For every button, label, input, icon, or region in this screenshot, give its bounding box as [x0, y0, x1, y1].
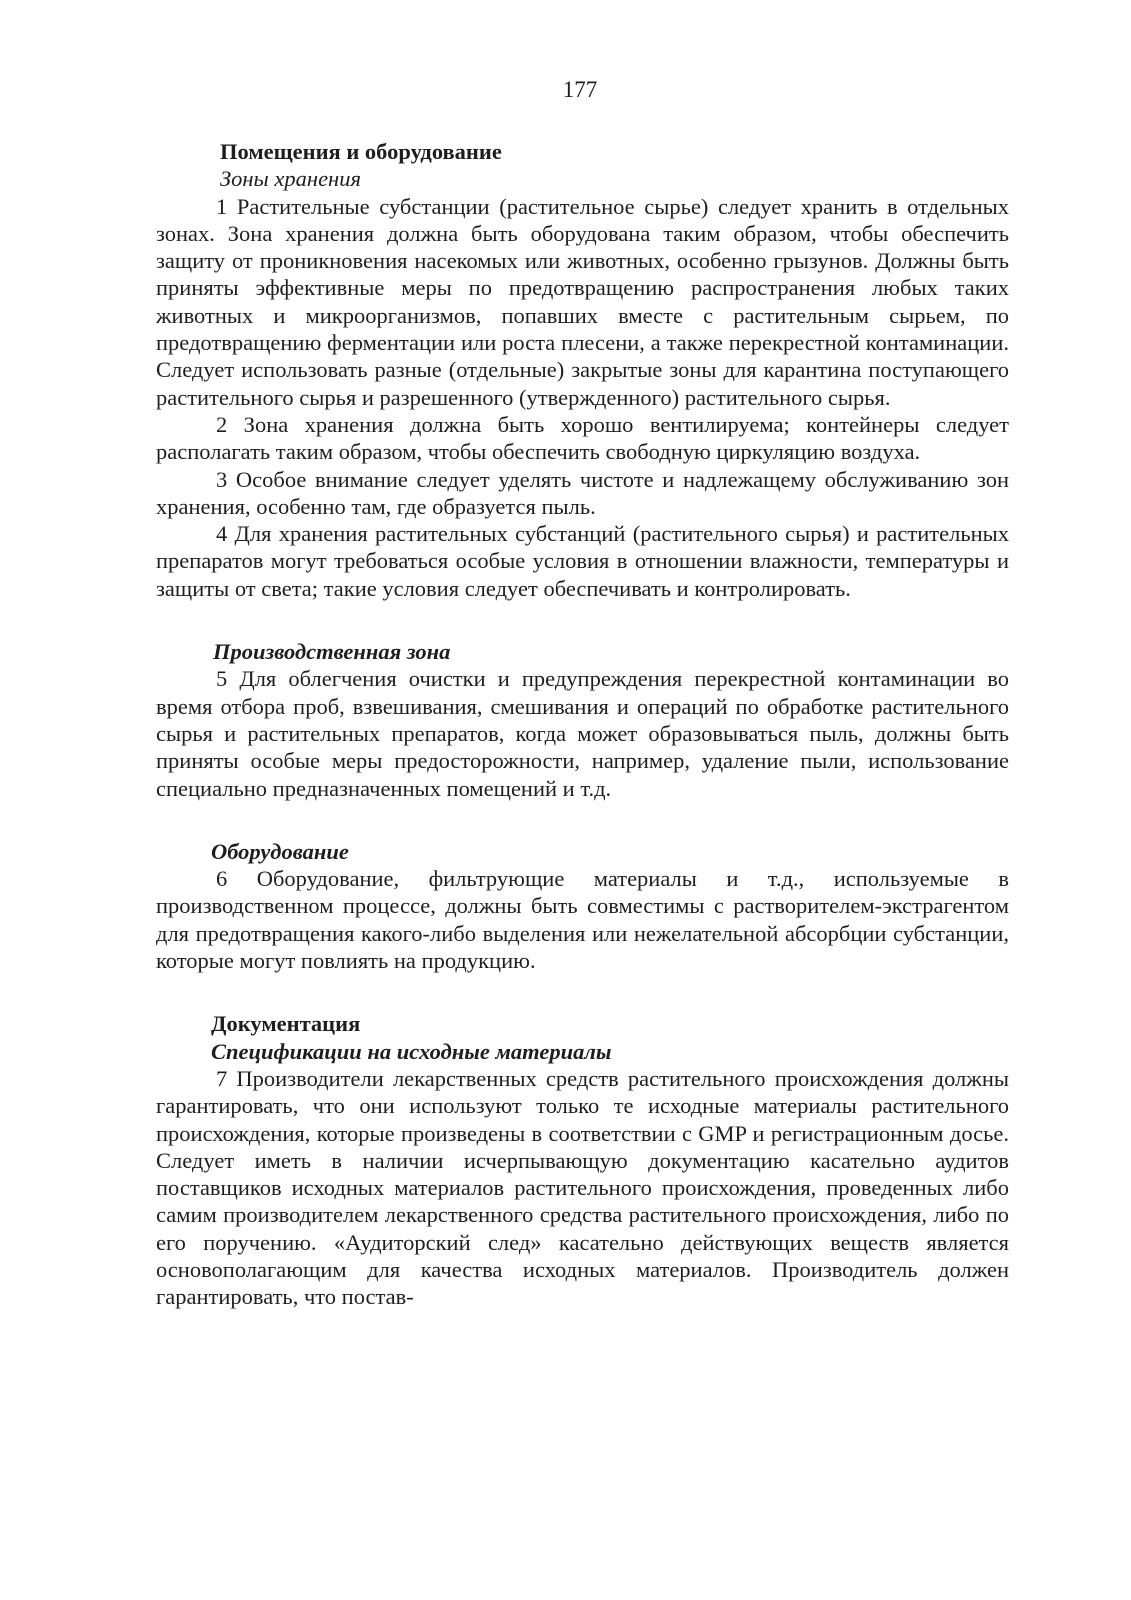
subsection-heading-production: Производственная зона — [213, 639, 451, 665]
spacer — [156, 602, 1009, 638]
paragraph-3: 3 Особое внимание следует уделять чистоте и надлежащему обслуживанию зон хранения, особенно там, где образуется пыль. — [156, 466, 1009, 519]
subsection-heading-specifications: Спецификации на исходные материалы — [211, 1038, 612, 1064]
paragraph-7: 7 Производители лекарственных средств растительного происхождения должны гарантировать, что они используют только те исходные материалы растительного происхождения, которые произведены в соответствии с GMP и регистрационным досье. Следует иметь в наличии исчерпывающую документацию касательно аудитов поставщиков исходных материалов растительного происхождения, проведенных либо самим производителем лекарственного средства растительного происхождения, либо по его поручению. «Аудиторский след» касательно действующих веществ является основополагающим для качества исходных материалов. Производитель должен гарантировать, что постав- — [156, 1065, 1009, 1310]
page-number: 177 — [562, 77, 598, 102]
subsection-heading-storage: Зоны хранения — [220, 166, 361, 192]
paragraph-4: 4 Для хранения растительных субстанций (растительного сырья) и растительных препаратов могут требоваться особые условия в отношении влажности, температуры и защиты от света; такие условия следует обеспечивать и контролировать. — [156, 521, 1009, 601]
spacer — [156, 974, 1009, 1010]
section-heading-premises: Помещения и оборудование — [220, 139, 502, 164]
paragraph-2: 2 Зона хранения должна быть хорошо вентилируема; контейнеры следует располагать таким образом, чтобы обеспечить свободную циркуляцию воздуха. — [156, 411, 1009, 465]
section-heading-documentation: Документация — [211, 1011, 361, 1037]
paragraph-6: 6 Оборудование, фильтрующие материалы и т.д., используемые в производственном процессе, должны быть совместимы с растворителем-экстрагентом для предотвращения какого-либо выделения или нежелательной абсорбции субстанции, которые могут повлиять на продукцию. — [156, 866, 1009, 974]
spacer — [156, 802, 1009, 838]
paragraph-1: 1 Растительные субстанции (растительное сырье) следует хранить в отдельных зонах. Зона хранения должна быть оборудована таким образом, чтобы обеспечить защиту от проникновения насекомых или животных, особенно грызунов. Должны быть приняты эффективные меры по предотвращению распространения любых таких животных и микроорганизмов, попавших вместе с растительным сырьем, по предотвращению ферментации или роста плесени, а также перекрестной контаминации. Следует использовать разные (отдельные) закрытые зоны для карантина поступающего растительного сырья и разрешенного (утвержденного) растительного сырья. — [156, 193, 1009, 410]
subsection-heading-equipment: Оборудование — [211, 838, 349, 864]
document-body — [156, 138, 1009, 1311]
paragraph-5: 5 Для облегчения очистки и предупреждения перекрестной контаминации во время отбора проб, взвешивания, смешивания и операций по обработке растительного сырья и растительных препаратов, когда может образовываться пыль, должны быть приняты особые меры предосторожности, например, удаление пыли, использование специально предназначенных помещений и т.д. — [156, 666, 1009, 801]
